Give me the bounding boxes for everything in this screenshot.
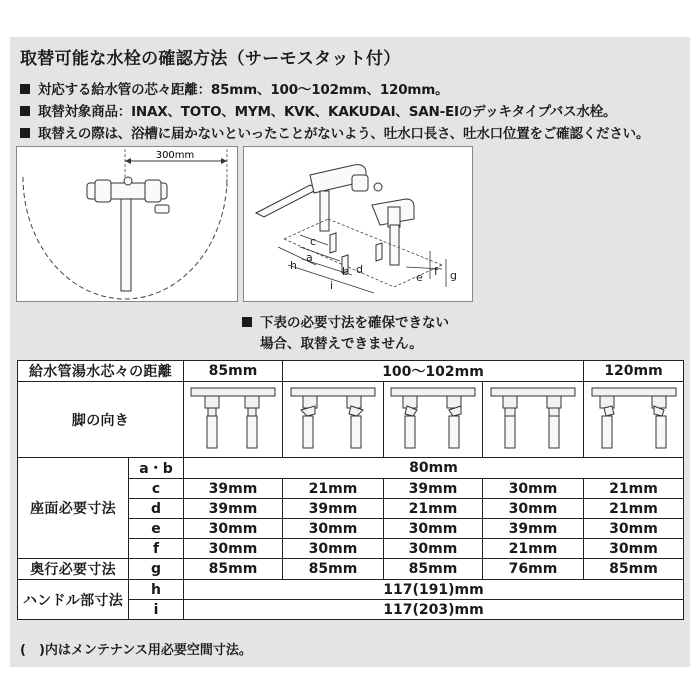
table-cell: 30mm [184, 519, 283, 539]
ab-value: 80mm [184, 458, 684, 479]
table-cell: 39mm [184, 499, 283, 519]
table-cell: 21mm [584, 499, 684, 519]
dim-label-h: h [290, 259, 297, 272]
table-cell: 85mm [384, 559, 483, 580]
page-title: 取替可能な水栓の確認方法（サーモスタット付） [20, 49, 401, 69]
footnote: ( )内はメンテナンス用必要空間寸法。 [20, 643, 252, 658]
dim-label-c: c [310, 235, 317, 248]
row-key-f: f [129, 539, 184, 559]
leg-direction-85 [184, 382, 283, 458]
dim-label-e: e [416, 271, 423, 284]
faucet-legs-icon [287, 384, 379, 456]
row-key-i: i [129, 600, 184, 620]
leg-direction-label: 脚の向き [18, 382, 184, 458]
table-cell: 39mm [384, 479, 483, 499]
bullet-square-icon [20, 106, 30, 116]
table-cell: 39mm [283, 499, 384, 519]
faucet-legs-icon [387, 384, 479, 456]
table-cell: 85mm [184, 559, 283, 580]
row-key-ab: a・b [129, 458, 184, 479]
table-cell: 30mm [384, 539, 483, 559]
h-value: 117(191)mm [184, 580, 684, 600]
note-text: 下表の必要寸法を確保できない [260, 315, 449, 331]
note-line-2: 場合、取替えできません。 [260, 336, 423, 352]
bullet-square-icon [242, 317, 252, 327]
table-cell: 21mm [483, 539, 584, 559]
bullet-text: 取替えの際は、浴槽に届かないといったことがないよう、吐水口長さ、吐水口位置をご確認ください。 [38, 126, 650, 142]
i-value: 117(203)mm [184, 600, 684, 620]
dim-label-g: g [450, 269, 457, 282]
reach-dimension-label: 300mm [155, 150, 195, 161]
dim-label-b: b [342, 265, 349, 278]
table-cell: 30mm [584, 519, 684, 539]
table-cell: 21mm [384, 499, 483, 519]
pitch-100-header: 100～102mm [283, 361, 584, 382]
depth-dimension-label: 奥行必要寸法 [18, 559, 129, 580]
seat-dimension-illustration [244, 147, 472, 301]
table-cell: 39mm [184, 479, 283, 499]
row-key-e: e [129, 519, 184, 539]
bullet-square-icon [20, 128, 30, 138]
table-cell: 30mm [384, 519, 483, 539]
handle-dimension-label: ハンドル部寸法 [18, 580, 129, 620]
table-cell: 30mm [283, 539, 384, 559]
table-cell: 30mm [483, 479, 584, 499]
seat-dimension-diagram [243, 146, 473, 302]
bullet-target-products [20, 100, 616, 120]
table-cell: 85mm [283, 559, 384, 580]
table-cell: 21mm [584, 479, 684, 499]
pitch-85-header: 85mm [184, 361, 283, 382]
row-key-d: d [129, 499, 184, 519]
leg-direction-120 [584, 382, 684, 458]
leg-direction-100-b [384, 382, 483, 458]
faucet-legs-icon [487, 384, 579, 456]
row-key-g: g [129, 559, 184, 580]
dim-label-i: i [330, 279, 334, 292]
table-cell: 30mm [283, 519, 384, 539]
table-cell: 30mm [584, 539, 684, 559]
table-row-g [18, 559, 684, 580]
note-line-1 [242, 311, 449, 331]
bullet-square-icon [20, 84, 30, 94]
dim-label-a: a [306, 251, 313, 264]
table-cell: 21mm [283, 479, 384, 499]
pitch-120-header: 120mm [584, 361, 684, 382]
table-cell: 76mm [483, 559, 584, 580]
table-cell: 39mm [483, 519, 584, 539]
bullet-text: 対応する給水管の芯々距離：85mm、100～102mm、120mm。 [38, 82, 449, 98]
faucet-legs-icon [187, 384, 279, 456]
pitch-header-label: 給水管湯水芯々の距離 [18, 361, 184, 382]
dim-label-f: f [434, 265, 438, 278]
leg-direction-100-c [483, 382, 584, 458]
dim-label-d: d [356, 263, 363, 276]
spout-reach-illustration [17, 147, 237, 301]
leg-direction-100-a [283, 382, 384, 458]
seat-dimension-label: 座面必要寸法 [18, 458, 129, 559]
faucet-legs-icon [588, 384, 680, 456]
dimension-table [17, 360, 684, 620]
row-key-h: h [129, 580, 184, 600]
table-cell: 30mm [184, 539, 283, 559]
bullet-text: 取替対象商品：INAX、TOTO、MYM、KVK、KAKUDAI、SAN-EIのデッキタイプバス水栓。 [38, 104, 617, 120]
table-cell: 30mm [483, 499, 584, 519]
spout-reach-diagram [16, 146, 238, 302]
table-cell: 85mm [584, 559, 684, 580]
row-key-c: c [129, 479, 184, 499]
bullet-caution [20, 122, 649, 142]
bullet-compatible-pitch [20, 78, 448, 98]
table-row-h [18, 580, 684, 600]
